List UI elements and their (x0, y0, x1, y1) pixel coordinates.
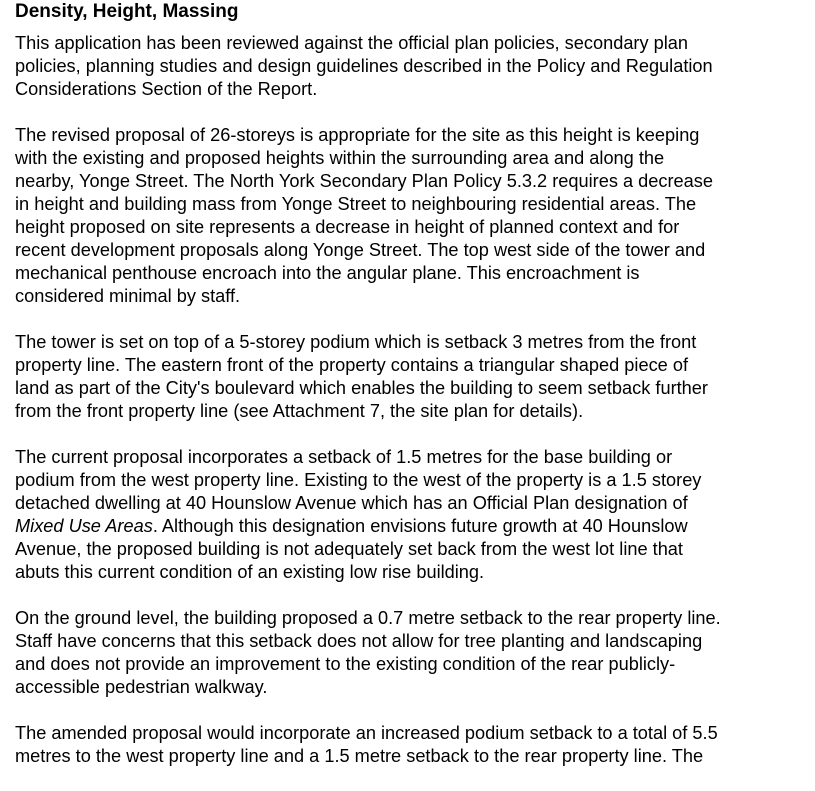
text-line: The current proposal incorporates a setback of 1.5 metres for the base building or (15, 447, 673, 467)
text-line: The amended proposal would incorporate an increased podium setback to a total of 5.5 (15, 723, 718, 743)
paragraph-amended (15, 722, 810, 768)
paragraph-height (15, 124, 810, 308)
text-line: in height and building mass from Yonge Street to neighbouring residential areas. The (15, 194, 697, 214)
text-line: property line. The eastern front of the property contains a triangular shaped piece of (15, 355, 689, 375)
text-fragment: . Although this designation envisions future growth at 40 Hounslow (152, 516, 688, 536)
text-line: Avenue, the proposed building is not adequately set back from the west lot line that (15, 539, 683, 559)
paragraph-ground-level (15, 607, 810, 699)
text-line: metres to the west property line and a 1.5 metre setback to the rear property line. The (15, 746, 704, 766)
text-line: mechanical penthouse encroach into the angular plane. This encroachment is (15, 263, 640, 283)
text-line: podium from the west property line. Existing to the west of the property is a 1.5 storey (15, 470, 702, 490)
text-line: policies, planning studies and design guidelines described in the Policy and Regulation (15, 56, 713, 76)
text-line: land as part of the City's boulevard which enables the building to seem setback further (15, 378, 708, 398)
text-line: and does not provide an improvement to the existing condition of the rear publicly- (15, 654, 676, 674)
text-line: accessible pedestrian walkway. (15, 677, 268, 697)
text-line: Staff have concerns that this setback does not allow for tree planting and landscaping (15, 631, 703, 651)
text-line: recent development proposals along Yonge Street. The top west side of the tower and (15, 240, 706, 260)
text-line: nearby, Yonge Street. The North York Secondary Plan Policy 5.3.2 requires a decrease (15, 171, 713, 191)
text-line-mixed (15, 515, 810, 538)
document-page (15, 0, 810, 791)
text-line: The tower is set on top of a 5-storey podium which is setback 3 metres from the front (15, 332, 697, 352)
text-line: detached dwelling at 40 Hounslow Avenue which has an Official Plan designation of (15, 493, 688, 513)
text-line: abuts this current condition of an existing low rise building. (15, 562, 485, 582)
text-line: On the ground level, the building proposed a 0.7 metre setback to the rear property line. (15, 608, 721, 628)
text-line: Considerations Section of the Report. (15, 79, 318, 99)
text-line: with the existing and proposed heights within the surrounding area and along the (15, 148, 665, 168)
italic-designation: Mixed Use Areas (15, 516, 153, 536)
text-line: This application has been reviewed against the official plan policies, secondary plan (15, 33, 689, 53)
paragraph-setback (15, 446, 810, 584)
text-line: The revised proposal of 26-storeys is appropriate for the site as this height is keeping (15, 125, 700, 145)
paragraph-review (15, 32, 810, 101)
section-heading: Density, Height, Massing (15, 1, 239, 22)
text-line: from the front property line (see Attachment 7, the site plan for details). (15, 401, 584, 421)
paragraph-tower (15, 331, 810, 423)
text-line: height proposed on site represents a decrease in height of planned context and for (15, 217, 680, 237)
text-line: considered minimal by staff. (15, 286, 241, 306)
